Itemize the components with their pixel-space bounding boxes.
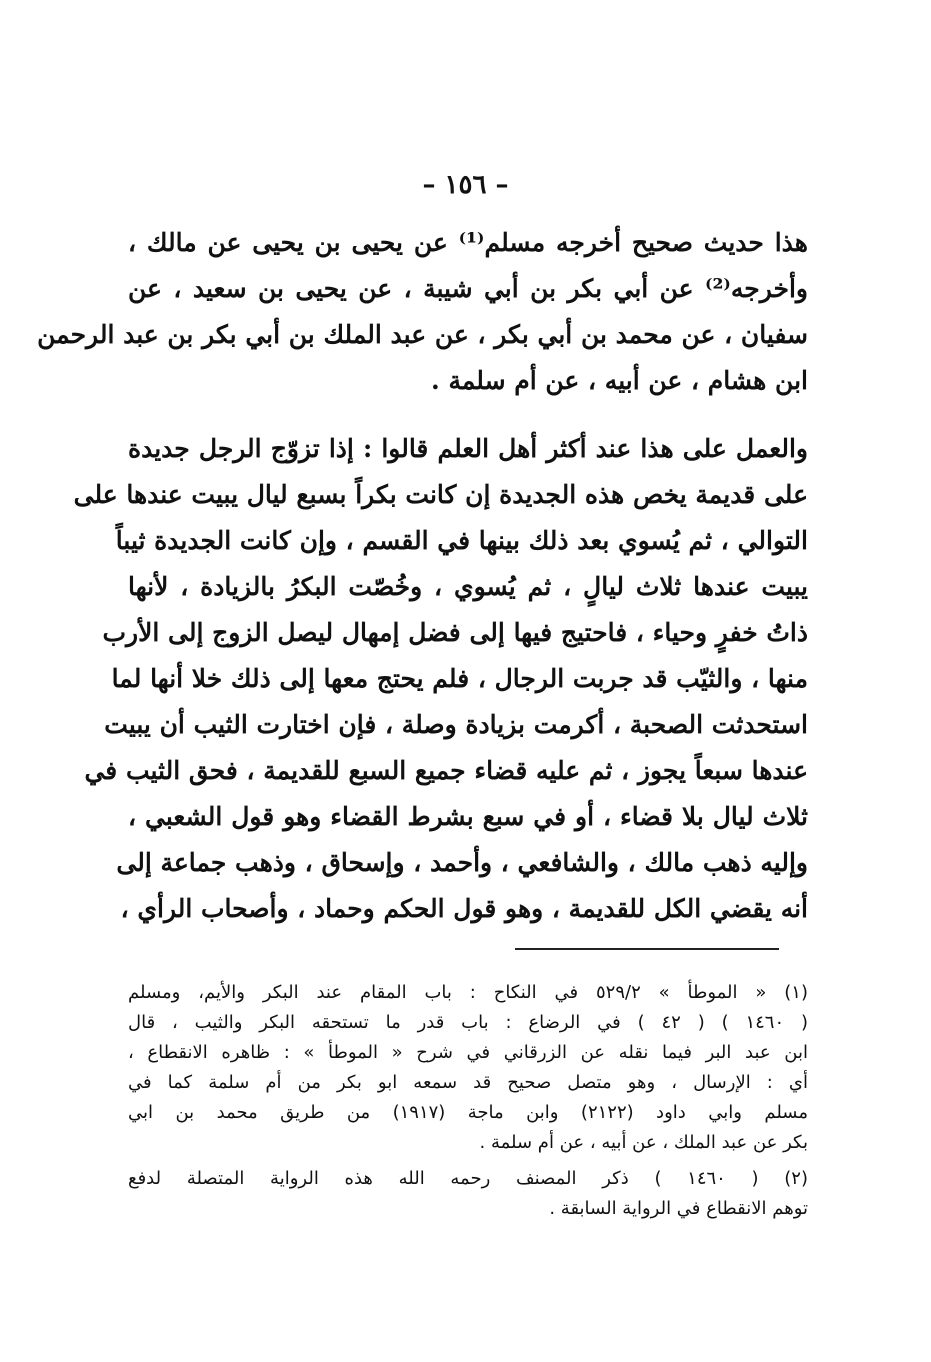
footnote-line: (٢) ( ١٤٦٠ ) ذكر المصنف رحمه الله هذه الرواية المتصلة لدفع — [128, 1168, 808, 1189]
text-line: استحدثت الصحبة ، أكرمت بزيادة وصلة ، فإن اختارت الثيب أن يبيت — [104, 710, 808, 739]
footnote-line: ( ١٤٦٠ ) ( ٤٢ ) في الرضاع : باب قدر ما تستحقه البكر والثيب ، قال — [128, 1012, 808, 1033]
text-line: ذاتُ خفرٍ وحياء ، فاحتيج فيها إلى فضل إمهال ليصل الزوج إلى الأرب — [102, 618, 808, 647]
footnote-separator — [515, 948, 779, 950]
paragraph-commentary — [73, 426, 808, 932]
text-line: وإليه ذهب مالك ، والشافعي ، وأحمد ، وإسحاق ، وذهب جماعة إلى — [116, 848, 808, 877]
footnotes — [128, 978, 808, 1230]
text-line: وأخرجه⁽²⁾ عن أبي بكر بن أبي شيبة ، عن يحيى بن سعيد ، عن — [128, 274, 808, 303]
text-line: على قديمة يخص هذه الجديدة إن كانت بكراً بسبع ليال يبيت عندها على — [73, 480, 808, 509]
text-line: عندها سبعاً يجوز ، ثم عليه قضاء جميع السبع للقديمة ، فحق الثيب في — [84, 756, 808, 785]
text-line: والعمل على هذا عند أكثر أهل العلم قالوا : إذا تزوّج الرجل جديدة — [128, 434, 808, 463]
text-line: منها ، والثيّب قد جربت الرجال ، فلم يحتج معها إلى ذلك خلا أنها لما — [111, 664, 808, 693]
text-line: التوالي ، ثم يُسوي بعد ذلك بينها في القسم ، وإن كانت الجديدة ثيباً — [115, 526, 808, 555]
footnote-line: بكر عن عبد الملك ، عن أبيه ، عن أم سلمة . — [479, 1132, 808, 1153]
footnote-line: ابن عبد البر فيما نقله عن الزرقاني في شرح « الموطأ » : ظاهره الانقطاع ، — [128, 1042, 808, 1063]
footnote-line: أي : الإرسال ، وهو متصل صحيح قد سمعه ابو بكر من أم سلمة كما في — [128, 1072, 808, 1093]
footnote-1 — [128, 978, 808, 1158]
main-text — [37, 220, 808, 954]
text-line: ابن هشام ، عن أبيه ، عن أم سلمة . — [431, 366, 808, 395]
text-line: ثلاث ليال بلا قضاء ، أو في سبع بشرط القضاء وهو قول الشعبي ، — [128, 802, 808, 831]
footnote-2 — [128, 1164, 808, 1224]
text-line: يبيت عندها ثلاث ليالٍ ، ثم يُسوي ، وخُصّت البكرُ بالزيادة ، لأنها — [128, 572, 808, 601]
text-line: هذا حديث صحيح أخرجه مسلم⁽¹⁾ عن يحيى بن يحيى عن مالك ، — [128, 228, 808, 257]
text-line: سفيان ، عن محمد بن أبي بكر ، عن عبد الملك بن أبي بكر بن عبد الرحمن — [37, 320, 808, 349]
paragraph-hadith-source — [37, 220, 808, 404]
text-line: أنه يقضي الكل للقديمة ، وهو قول الحكم وحماد ، وأصحاب الرأي ، — [120, 894, 808, 923]
footnote-line: توهم الانقطاع في الرواية السابقة . — [549, 1198, 808, 1219]
footnote-line: مسلم وابي داود (٢١٢٢) وابن ماجة (١٩١٧) من طريق محمد بن ابي — [128, 1102, 808, 1123]
footnote-line: (١) « الموطأ » ٥٢٩/٢ في النكاح : باب المقام عند البكر والأيم، ومسلم — [128, 982, 808, 1003]
page-number: – ١٥٦ – — [422, 170, 509, 200]
